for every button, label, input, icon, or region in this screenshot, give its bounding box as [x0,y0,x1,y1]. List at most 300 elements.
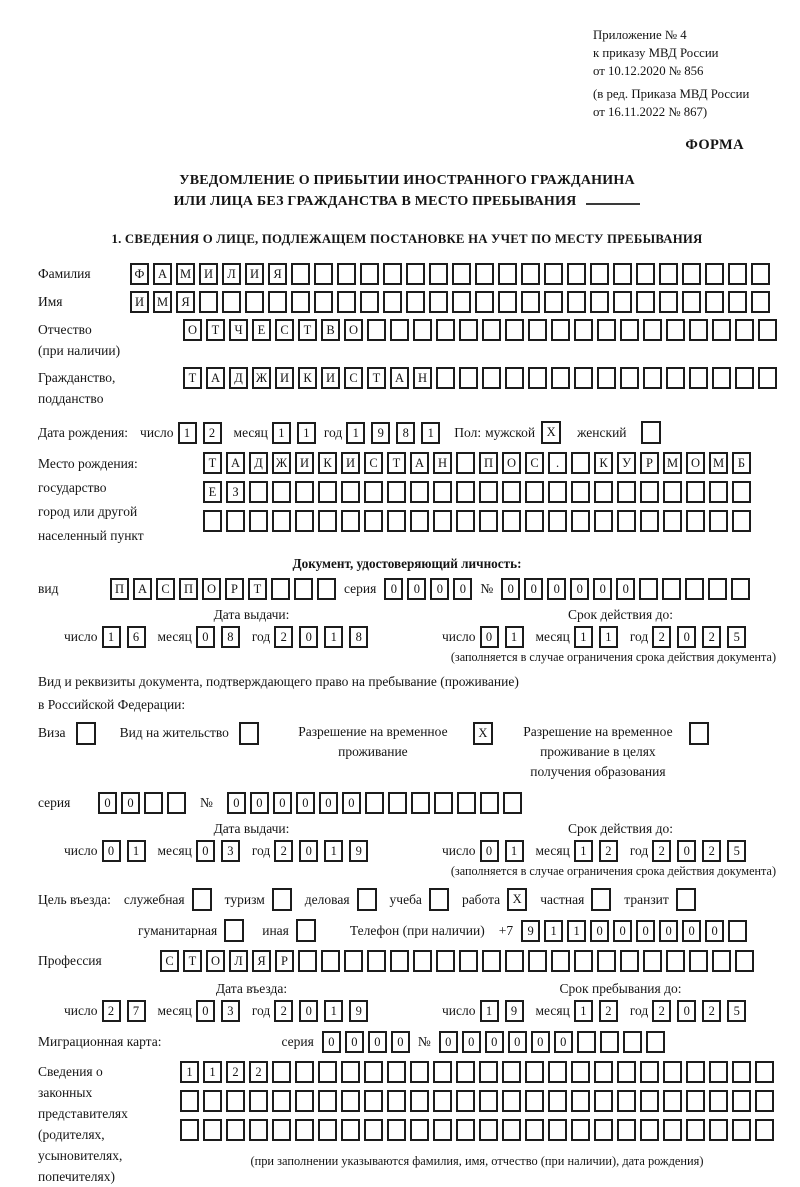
char-box[interactable]: С [364,452,383,474]
char-box[interactable]: С [525,452,544,474]
residence-issue-month-boxes[interactable] [196,840,240,862]
char-box[interactable] [662,578,681,600]
char-box[interactable] [291,291,310,313]
char-box[interactable]: 0 [705,920,724,942]
birth-year-boxes[interactable] [346,422,440,444]
char-box[interactable]: 0 [547,578,566,600]
char-box[interactable] [479,1119,498,1141]
char-box[interactable] [341,1061,360,1083]
char-box[interactable] [640,1061,659,1083]
char-box[interactable] [505,319,524,341]
char-box[interactable] [663,1090,682,1112]
purpose-other-checkbox[interactable] [296,919,316,942]
char-box[interactable] [590,263,609,285]
char-box[interactable]: 0 [531,1031,550,1053]
char-box[interactable] [544,291,563,313]
char-box[interactable] [387,1119,406,1141]
char-box[interactable] [503,792,522,814]
char-box[interactable]: 0 [342,792,361,814]
char-box[interactable] [479,1061,498,1083]
char-box[interactable] [755,1061,774,1083]
char-box[interactable]: 2 [274,1000,293,1022]
purpose-business-checkbox[interactable] [357,888,377,911]
char-box[interactable] [732,1119,751,1141]
char-box[interactable]: С [344,367,363,389]
char-box[interactable]: О [183,319,202,341]
char-box[interactable] [249,1090,268,1112]
char-box[interactable]: Р [275,950,294,972]
char-box[interactable] [613,291,632,313]
char-box[interactable]: 5 [727,1000,746,1022]
char-box[interactable]: 1 [574,626,593,648]
char-box[interactable]: Ч [229,319,248,341]
char-box[interactable] [597,367,616,389]
char-box[interactable]: 0 [430,578,449,600]
char-box[interactable] [528,367,547,389]
char-box[interactable] [367,319,386,341]
char-box[interactable] [755,1119,774,1141]
char-box[interactable]: 1 [505,840,524,862]
char-box[interactable]: З [226,481,245,503]
char-box[interactable]: С [156,578,175,600]
char-box[interactable] [433,510,452,532]
char-box[interactable] [548,1061,567,1083]
char-box[interactable] [502,1090,521,1112]
char-box[interactable] [365,792,384,814]
char-box[interactable]: 0 [593,578,612,600]
purpose-tourism-checkbox[interactable] [272,888,292,911]
char-box[interactable] [321,950,340,972]
patronymic-boxes[interactable] [183,319,777,341]
purpose-official-checkbox[interactable] [192,888,212,911]
char-box[interactable] [341,510,360,532]
char-box[interactable] [567,291,586,313]
char-box[interactable]: М [176,263,195,285]
char-box[interactable] [666,950,685,972]
char-box[interactable] [383,291,402,313]
char-box[interactable]: 0 [102,840,121,862]
birth-place-boxes-row-3[interactable] [203,510,751,532]
char-box[interactable] [617,1119,636,1141]
char-box[interactable]: Н [413,367,432,389]
char-box[interactable] [390,950,409,972]
char-box[interactable] [482,950,501,972]
char-box[interactable] [735,950,754,972]
char-box[interactable] [663,1119,682,1141]
char-box[interactable] [600,1031,619,1053]
char-box[interactable]: 0 [250,792,269,814]
char-box[interactable]: 0 [659,920,678,942]
char-box[interactable]: 1 [324,626,343,648]
char-box[interactable]: 0 [299,626,318,648]
char-box[interactable] [436,950,455,972]
char-box[interactable]: 1 [203,1061,222,1083]
char-box[interactable] [597,319,616,341]
char-box[interactable]: В [321,319,340,341]
char-box[interactable] [551,367,570,389]
residence-series-boxes[interactable] [98,792,186,814]
char-box[interactable] [272,1090,291,1112]
char-box[interactable]: К [318,452,337,474]
char-box[interactable] [505,950,524,972]
char-box[interactable]: 8 [396,422,415,444]
char-box[interactable] [268,291,287,313]
valid-year-boxes[interactable] [652,626,746,648]
char-box[interactable] [498,263,517,285]
char-box[interactable] [686,481,705,503]
char-box[interactable] [548,481,567,503]
char-box[interactable]: У [617,452,636,474]
char-box[interactable] [620,367,639,389]
surname-boxes[interactable] [130,263,770,285]
entry-year-boxes[interactable] [274,1000,368,1022]
char-box[interactable] [643,367,662,389]
char-box[interactable] [731,578,750,600]
char-box[interactable] [390,319,409,341]
char-box[interactable]: 1 [421,422,440,444]
char-box[interactable]: Я [176,291,195,313]
char-box[interactable] [383,263,402,285]
char-box[interactable] [295,481,314,503]
char-box[interactable]: Р [640,452,659,474]
char-box[interactable] [709,1119,728,1141]
char-box[interactable] [613,263,632,285]
char-box[interactable]: О [686,452,705,474]
char-box[interactable] [636,263,655,285]
char-box[interactable]: А [133,578,152,600]
char-box[interactable]: 1 [127,840,146,862]
char-box[interactable] [574,319,593,341]
char-box[interactable] [689,319,708,341]
char-box[interactable] [479,481,498,503]
legal-reps-boxes-row-1[interactable] [180,1061,774,1083]
char-box[interactable] [521,263,540,285]
char-box[interactable]: 0 [480,840,499,862]
char-box[interactable]: И [341,452,360,474]
char-box[interactable]: С [275,319,294,341]
char-box[interactable] [571,452,590,474]
char-box[interactable] [732,481,751,503]
char-box[interactable] [295,1119,314,1141]
char-box[interactable] [364,510,383,532]
char-box[interactable] [456,452,475,474]
char-box[interactable] [685,578,704,600]
char-box[interactable]: К [594,452,613,474]
char-box[interactable] [341,1119,360,1141]
char-box[interactable] [295,1061,314,1083]
issue-month-boxes[interactable] [196,626,240,648]
char-box[interactable]: 1 [567,920,586,942]
char-box[interactable]: 0 [319,792,338,814]
char-box[interactable] [199,291,218,313]
char-box[interactable] [459,319,478,341]
char-box[interactable] [314,263,333,285]
char-box[interactable] [180,1090,199,1112]
char-box[interactable]: 0 [485,1031,504,1053]
valid-day-boxes[interactable] [480,626,524,648]
temp-residence-checkbox[interactable]: X [473,722,493,745]
char-box[interactable] [617,510,636,532]
stay-day-boxes[interactable] [480,1000,524,1022]
char-box[interactable] [459,950,478,972]
char-box[interactable] [482,367,501,389]
char-box[interactable]: 0 [98,792,117,814]
char-box[interactable]: О [344,319,363,341]
char-box[interactable] [456,1119,475,1141]
char-box[interactable] [434,792,453,814]
birth-place-boxes-row-2[interactable] [203,481,751,503]
purpose-transit-checkbox[interactable] [676,888,696,911]
char-box[interactable] [452,291,471,313]
char-box[interactable] [525,510,544,532]
char-box[interactable] [567,263,586,285]
char-box[interactable]: 8 [349,626,368,648]
char-box[interactable] [433,1119,452,1141]
char-box[interactable] [594,1119,613,1141]
char-box[interactable] [640,481,659,503]
char-box[interactable] [663,481,682,503]
char-box[interactable]: Е [203,481,222,503]
char-box[interactable] [291,263,310,285]
char-box[interactable]: Т [203,452,222,474]
phone-boxes[interactable] [521,920,747,942]
char-box[interactable] [410,481,429,503]
char-box[interactable] [318,510,337,532]
char-box[interactable] [406,263,425,285]
char-box[interactable]: П [179,578,198,600]
char-box[interactable]: 8 [221,626,240,648]
entry-day-boxes[interactable] [102,1000,146,1022]
char-box[interactable] [548,1090,567,1112]
char-box[interactable] [411,792,430,814]
char-box[interactable] [521,291,540,313]
char-box[interactable] [663,1061,682,1083]
char-box[interactable] [666,319,685,341]
char-box[interactable]: С [160,950,179,972]
char-box[interactable] [318,481,337,503]
char-box[interactable] [732,510,751,532]
birth-day-boxes[interactable] [178,422,222,444]
char-box[interactable]: 0 [391,1031,410,1053]
char-box[interactable]: 9 [349,1000,368,1022]
char-box[interactable] [571,510,590,532]
char-box[interactable]: Т [183,367,202,389]
char-box[interactable]: 0 [299,840,318,862]
char-box[interactable] [180,1119,199,1141]
doc-number-boxes[interactable] [501,578,750,600]
char-box[interactable]: 1 [346,422,365,444]
char-box[interactable]: 2 [702,840,721,862]
char-box[interactable]: 7 [127,1000,146,1022]
char-box[interactable]: 3 [221,1000,240,1022]
char-box[interactable]: О [202,578,221,600]
char-box[interactable]: 0 [345,1031,364,1053]
char-box[interactable] [249,1119,268,1141]
char-box[interactable] [498,291,517,313]
char-box[interactable] [751,263,770,285]
char-box[interactable] [502,1061,521,1083]
char-box[interactable]: Л [229,950,248,972]
char-box[interactable] [413,950,432,972]
char-box[interactable] [640,1119,659,1141]
char-box[interactable] [709,481,728,503]
char-box[interactable] [594,481,613,503]
char-box[interactable]: 0 [196,840,215,862]
char-box[interactable] [203,1090,222,1112]
char-box[interactable] [663,510,682,532]
char-box[interactable] [337,291,356,313]
issue-year-boxes[interactable] [274,626,368,648]
char-box[interactable] [456,1090,475,1112]
char-box[interactable] [364,1061,383,1083]
char-box[interactable]: Д [249,452,268,474]
char-box[interactable] [705,291,724,313]
char-box[interactable] [314,291,333,313]
char-box[interactable] [528,950,547,972]
char-box[interactable] [406,291,425,313]
char-box[interactable]: 0 [616,578,635,600]
char-box[interactable]: 0 [227,792,246,814]
char-box[interactable] [482,319,501,341]
char-box[interactable] [272,481,291,503]
purpose-work-checkbox[interactable]: X [507,888,527,911]
char-box[interactable] [682,263,701,285]
migration-series-boxes[interactable] [322,1031,410,1053]
char-box[interactable] [571,1119,590,1141]
char-box[interactable] [203,1119,222,1141]
char-box[interactable]: 2 [652,1000,671,1022]
char-box[interactable] [643,319,662,341]
char-box[interactable] [456,481,475,503]
char-box[interactable]: И [199,263,218,285]
purpose-humanitarian-checkbox[interactable] [224,919,244,942]
given-name-boxes[interactable] [130,291,770,313]
char-box[interactable]: 1 [102,626,121,648]
char-box[interactable] [682,291,701,313]
char-box[interactable]: 2 [652,840,671,862]
char-box[interactable] [479,1090,498,1112]
char-box[interactable]: И [321,367,340,389]
char-box[interactable] [203,510,222,532]
char-box[interactable]: Т [183,950,202,972]
char-box[interactable]: Д [229,367,248,389]
char-box[interactable]: 1 [544,920,563,942]
char-box[interactable] [544,263,563,285]
temp-residence-education-checkbox[interactable] [689,722,709,745]
char-box[interactable] [686,510,705,532]
purpose-private-checkbox[interactable] [591,888,611,911]
char-box[interactable] [712,950,731,972]
char-box[interactable] [735,319,754,341]
char-box[interactable] [551,950,570,972]
char-box[interactable] [689,950,708,972]
char-box[interactable]: 0 [299,1000,318,1022]
char-box[interactable]: 9 [349,840,368,862]
char-box[interactable]: 2 [203,422,222,444]
char-box[interactable] [577,1031,596,1053]
char-box[interactable]: И [245,263,264,285]
char-box[interactable] [709,1090,728,1112]
char-box[interactable]: Т [367,367,386,389]
legal-reps-boxes-row-3[interactable] [180,1119,774,1141]
char-box[interactable] [623,1031,642,1053]
char-box[interactable] [728,263,747,285]
char-box[interactable] [144,792,163,814]
char-box[interactable] [271,578,290,600]
char-box[interactable]: 2 [226,1061,245,1083]
char-box[interactable] [758,319,777,341]
char-box[interactable] [457,792,476,814]
char-box[interactable] [525,1090,544,1112]
char-box[interactable] [387,1061,406,1083]
char-box[interactable] [436,367,455,389]
char-box[interactable]: 0 [322,1031,341,1053]
sex-male-checkbox[interactable]: X [541,421,561,444]
char-box[interactable] [388,792,407,814]
char-box[interactable] [755,1090,774,1112]
char-box[interactable] [502,1119,521,1141]
char-box[interactable] [620,319,639,341]
char-box[interactable]: 2 [274,840,293,862]
char-box[interactable]: 2 [599,840,618,862]
char-box[interactable] [646,1031,665,1053]
char-box[interactable]: 0 [196,1000,215,1022]
stay-month-boxes[interactable] [574,1000,618,1022]
doc-series-boxes[interactable] [384,578,472,600]
char-box[interactable]: 2 [102,1000,121,1022]
char-box[interactable]: 9 [371,422,390,444]
char-box[interactable] [728,291,747,313]
char-box[interactable] [387,481,406,503]
entry-month-boxes[interactable] [196,1000,240,1022]
char-box[interactable] [548,510,567,532]
char-box[interactable] [480,792,499,814]
char-box[interactable] [429,291,448,313]
char-box[interactable] [528,319,547,341]
residence-issue-day-boxes[interactable] [102,840,146,862]
issue-day-boxes[interactable] [102,626,146,648]
char-box[interactable]: 6 [127,626,146,648]
char-box[interactable] [732,1090,751,1112]
char-box[interactable] [686,1090,705,1112]
char-box[interactable]: 0 [501,578,520,600]
char-box[interactable] [571,1061,590,1083]
char-box[interactable] [341,481,360,503]
char-box[interactable] [249,510,268,532]
char-box[interactable]: И [295,452,314,474]
char-box[interactable] [617,1061,636,1083]
char-box[interactable]: 0 [613,920,632,942]
char-box[interactable] [367,950,386,972]
char-box[interactable] [295,510,314,532]
char-box[interactable] [659,263,678,285]
char-box[interactable]: М [663,452,682,474]
char-box[interactable] [758,367,777,389]
char-box[interactable]: И [275,367,294,389]
char-box[interactable] [620,950,639,972]
char-box[interactable]: 0 [121,792,140,814]
purpose-study-checkbox[interactable] [429,888,449,911]
char-box[interactable]: Ж [252,367,271,389]
char-box[interactable]: Т [387,452,406,474]
char-box[interactable]: Р [225,578,244,600]
char-box[interactable] [728,920,747,942]
visa-checkbox[interactable] [76,722,96,745]
char-box[interactable]: 0 [384,578,403,600]
char-box[interactable]: 1 [178,422,197,444]
char-box[interactable] [318,1061,337,1083]
char-box[interactable] [341,1090,360,1112]
